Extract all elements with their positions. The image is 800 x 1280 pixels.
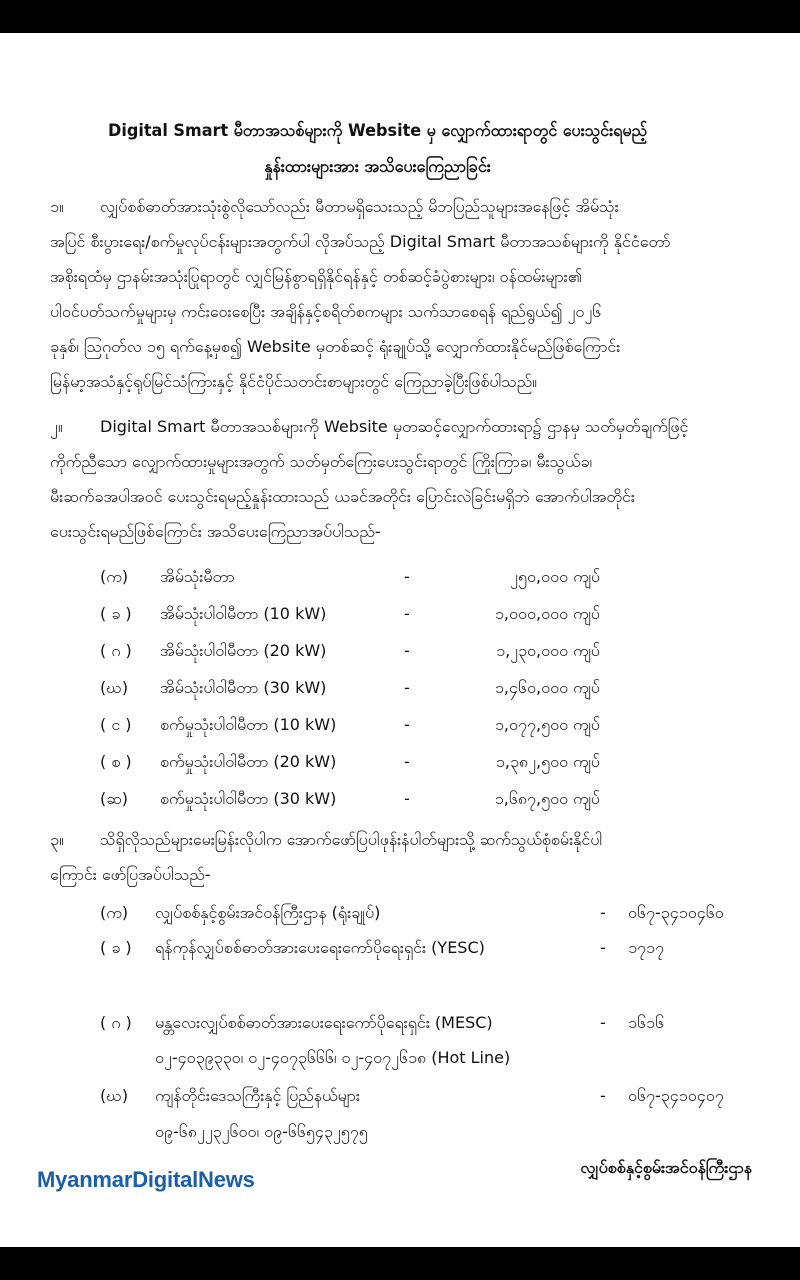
paragraph-2-line: မီးဆက်ခအပါအဝင် ပေးသွင်းရမည့်နှုန်းထားသည် ယခင်အတိုင်း ပြောင်းလဲခြင်းမရှိဘဲ အောက်ပါအတိုင်း [50, 487, 635, 506]
rate-price: ၁,၆၈၇,၅၀၀ ကျပ် [494, 789, 600, 808]
paragraph-1-line: မြန်မာ့အသံနှင့်ရုပ်မြင်သံကြားနှင့် နိုင်ငံပိုင်သတင်းစာများတွင် ကြေညာခဲ့ပြီးဖြစ်ပါသည်။ [50, 372, 538, 391]
contact-phone: ၁၆၁၆ [628, 1013, 664, 1032]
contact-letter: ( ခ ) [100, 938, 132, 957]
contact-letter: (ဃ) [100, 1086, 129, 1105]
contact-extra-phones: ၀၉-၆၈၂၂၃၂၆၀၀၊ ၀၉-၆၆၅၄၃၂၅၇၅ [155, 1122, 368, 1141]
contact-dash: - [600, 903, 606, 922]
title-line-1: Digital Smart မီတာအသစ်များကို Website မှ လျှောက်ထားရာတွင် ပေးသွင်းရမည့် [108, 121, 648, 141]
paragraph-2-number: ၂။ [50, 417, 63, 436]
contact-dash: - [600, 1013, 606, 1032]
paragraph-1-line: အစိုးရထံမှ ဌာနမ်းအသုံးပြုရာတွင် လျှင်မြန်စွာရရှိနိုင်ရန်နှင့် တစ်ဆင့်ခံပွဲစားများ၊ ဝန်ထမ်းများ၏ [50, 267, 582, 286]
paragraph-1-number: ၁။ [50, 197, 64, 216]
rate-price: ၁,၄၆၀,၀၀၀ ကျပ် [494, 678, 600, 697]
rate-dash: - [404, 604, 410, 623]
rate-dash: - [404, 752, 410, 771]
rate-letter: (ဆ) [100, 789, 128, 808]
rate-dash: - [404, 678, 410, 697]
title-line-2: နှုန်းထားများအား အသိပေးကြေညာခြင်း [264, 157, 491, 177]
contact-letter: (က) [100, 903, 129, 922]
rate-name: အိမ်သုံးပါဝါမီတာ (10 kW) [160, 604, 327, 623]
rate-letter: ( င ) [100, 715, 132, 734]
rate-letter: ( စ ) [100, 752, 132, 771]
contact-name: လျှပ်စစ်နှင့်စွမ်းအင်ဝန်ကြီးဌာန (ရုံးချုပ်) [155, 903, 381, 922]
paragraph-3-number: ၃။ [50, 830, 64, 849]
top-black-bar [0, 0, 800, 33]
rate-letter: ( ခ ) [100, 604, 132, 623]
rate-name: အိမ်သုံးပါဝါမီတာ (30 kW) [160, 678, 327, 697]
rate-price: ၂၅၀,၀၀၀ ကျပ် [510, 567, 600, 586]
rate-dash: - [404, 715, 410, 734]
rate-name: စက်မှုသုံးပါဝါမီတာ (20 kW) [160, 752, 337, 771]
contact-dash: - [600, 938, 606, 957]
contact-extra-phones: ၀၂-၄၀၃၉၃၃၀၊ ၀၂-၄၀၇၃၆၆၆၊ ၀၂-၄၀၇၂၆၁၈ (Hot Line) [155, 1048, 511, 1067]
contact-phone: ၀၆၇-၃၄၁၀၄၀၇ [628, 1086, 724, 1105]
contact-name: ရန်ကုန်လျှပ်စစ်ဓာတ်အားပေးရေးကော်ပိုရေးရှင်း (YESC) [155, 938, 485, 957]
contact-name: မန္တလေးလျှပ်စစ်ဓာတ်အားပေးရေးကော်ပိုရေးရှင်း (MESC) [155, 1013, 493, 1032]
rate-name: စက်မှုသုံးပါဝါမီတာ (30 kW) [160, 789, 337, 808]
rate-price: ၁,၀၀၀,၀၀၀ ကျပ် [494, 604, 600, 623]
rate-letter: (ဃ) [100, 678, 129, 697]
contact-phone: ၀၆၇-၃၄၁၀၄၆၀ [628, 903, 724, 922]
paragraph-2-line: ကိုက်ညီသော လျှောက်ထားမှုများအတွက် သတ်မှတ်ကြေးပေးသွင်းရာတွင် ကြိုးကြာခ၊ မီးသွယ်ခ၊ [50, 452, 593, 471]
signature-ministry: လျှပ်စစ်နှင့်စွမ်းအင်ဝန်ကြီးဌာန [580, 1158, 752, 1177]
rate-dash: - [404, 789, 410, 808]
paragraph-1-line: ပါဝင်ပတ်သက်မှုများမှ ကင်းဝေးစေပြီး အချိန်နှင့်စရိတ်စကများ သက်သာစေရန် ရည်ရွယ်၍ ၂၀၂၆ [50, 302, 602, 321]
brand-watermark: MyanmarDigitalNews [37, 1167, 255, 1192]
paragraph-3-line: သိရှိလိုသည်များမေးမြန်းလိုပါက အောက်ဖော်ပြပါဖုန်းနံပါတ်များသို့ ဆက်သွယ်စုံစမ်းနိုင်ပါ [100, 830, 603, 849]
contact-name: ကျန်တိုင်းဒေသကြီးနှင့် ပြည်နယ်များ [155, 1086, 360, 1105]
rate-name: စက်မှုသုံးပါဝါမီတာ (10 kW) [160, 715, 337, 734]
paragraph-2-line: Digital Smart မီတာအသစ်များကို Website မှတဆင့်လျှောက်ထားရာ၌ ဌာနမှ သတ်မှတ်ချက်ဖြင့် [100, 417, 689, 436]
contact-phone: ၁၇၁၇ [628, 938, 664, 957]
rate-name: အိမ်သုံးပါဝါမီတာ (20 kW) [160, 641, 327, 660]
rate-dash: - [404, 641, 410, 660]
rate-price: ၁,၃၈၂,၅၀၀ ကျပ် [495, 752, 600, 771]
rate-price: ၁,၂၃၀,၀၀၀ ကျပ် [496, 641, 600, 660]
paragraph-1-line: အပြင် စီးပွားရေး/စက်မှုလုပ်ငန်းများအတွက်ပါ လိုအပ်သည့် Digital Smart မီတာအသစ်များကို နိုင်ငံတော် [50, 232, 671, 251]
contact-letter: ( ဂ ) [100, 1013, 132, 1032]
paragraph-3-line: ကြောင်း ဖော်ပြအပ်ပါသည်- [50, 865, 211, 884]
rate-letter: (က) [100, 567, 129, 586]
rate-dash: - [404, 567, 410, 586]
rate-letter: ( ဂ ) [100, 641, 132, 660]
paragraph-2-line: ပေးသွင်းရမည်ဖြစ်ကြောင်း အသိပေးကြေညာအပ်ပါသည်- [50, 522, 381, 541]
rate-name: အိမ်သုံးမီတာ [160, 567, 235, 586]
paragraph-1-line: လျှပ်စစ်ဓာတ်အားသုံးစွဲလိုသော်လည်း မီတာမရှိသေးသည့် မိဘပြည်သူများအနေဖြင့် အိမ်သုံး [100, 197, 619, 216]
contact-dash: - [600, 1086, 606, 1105]
paragraph-1-line: ခုနှစ်၊ ဩဂုတ်လ ၁၅ ရက်နေ့မှစ၍ Website မှတစ်ဆင့် ရုံးချုပ်သို့ လျှောက်ထားနိုင်မည်ဖြစ်ကြောင်း [50, 337, 621, 356]
bottom-black-bar [0, 1247, 800, 1280]
announcement-document [0, 33, 800, 1247]
rate-price: ၁,၀၇၇,၅၀၀ ကျပ် [494, 715, 600, 734]
